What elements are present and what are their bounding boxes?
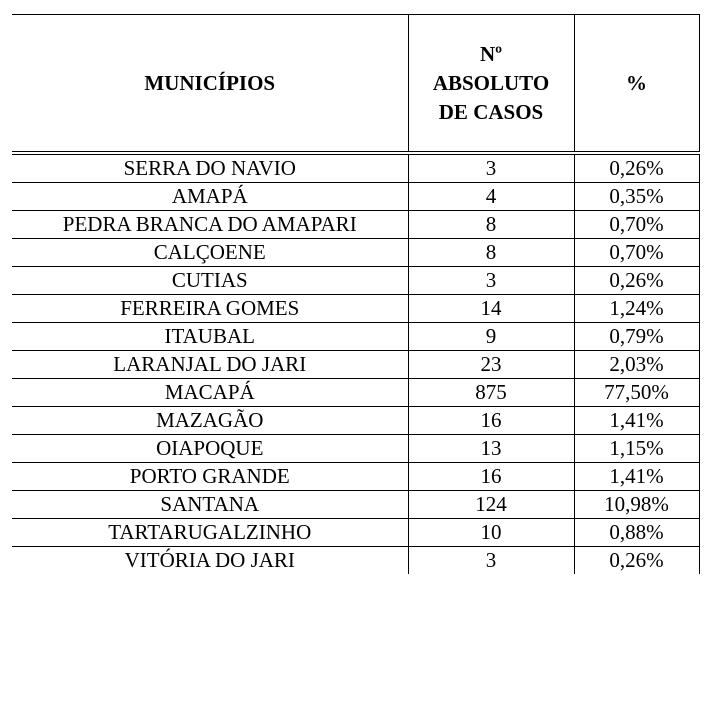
cell-percent: 2,03% [574,351,699,379]
cell-municipio: SERRA DO NAVIO [12,153,408,183]
cell-casos: 875 [408,379,574,407]
table-row [12,407,699,435]
table-row [12,491,699,519]
cell-casos: 8 [408,239,574,267]
table-row [12,211,699,239]
cell-municipio: OIAPOQUE [12,435,408,463]
cell-percent: 1,15% [574,435,699,463]
table-row [12,183,699,211]
table-row [12,351,699,379]
cell-percent: 0,79% [574,323,699,351]
cell-casos: 8 [408,211,574,239]
cell-casos: 14 [408,295,574,323]
cell-casos: 3 [408,153,574,183]
cell-municipio: AMAPÁ [12,183,408,211]
cell-percent: 77,50% [574,379,699,407]
cell-casos: 9 [408,323,574,351]
table-row [12,153,699,183]
cell-municipio: PORTO GRANDE [12,463,408,491]
header-absoluto-line2: ABSOLUTO [432,70,550,95]
cell-casos: 16 [408,407,574,435]
cell-percent: 0,26% [574,547,699,575]
cell-casos: 3 [408,267,574,295]
table-body [12,153,699,574]
cell-casos: 16 [408,463,574,491]
cell-casos: 3 [408,547,574,575]
cell-percent: 0,70% [574,211,699,239]
header-absoluto [408,15,574,154]
cell-casos: 4 [408,183,574,211]
table-row [12,463,699,491]
cell-percent: 0,26% [574,267,699,295]
table-row [12,435,699,463]
cell-percent: 1,41% [574,463,699,491]
header-percent: % [574,15,699,154]
cell-percent: 1,24% [574,295,699,323]
table-row [12,239,699,267]
cell-casos: 23 [408,351,574,379]
cell-municipio: CALÇOENE [12,239,408,267]
cell-percent: 10,98% [574,491,699,519]
cases-table [12,14,700,574]
cell-municipio: MAZAGÃO [12,407,408,435]
cell-casos: 10 [408,519,574,547]
cell-municipio: FERREIRA GOMES [12,295,408,323]
table-row [12,295,699,323]
cell-percent: 1,41% [574,407,699,435]
cell-percent: 0,70% [574,239,699,267]
cell-municipio: MACAPÁ [12,379,408,407]
cell-municipio: VITÓRIA DO JARI [124,548,295,572]
header-absoluto-line3: DE CASOS [438,99,544,124]
cell-percent: 0,26% [574,153,699,183]
cell-casos: 124 [408,491,574,519]
cell-municipio: PEDRA BRANCA DO AMAPARI [12,211,408,239]
table-row [12,379,699,407]
header-absoluto-line1: Nº [479,41,503,66]
cell-municipio: CUTIAS [12,267,408,295]
header-row [12,15,699,154]
cell-municipio: LARANJAL DO JARI [12,351,408,379]
cell-municipio: ITAUBAL [12,323,408,351]
table-row [12,519,699,547]
table-row [12,267,699,295]
table-row [12,323,699,351]
header-municipios: MUNICÍPIOS [12,15,408,154]
cell-municipio: SANTANA [12,491,408,519]
table-header [12,15,699,154]
cell-percent: 0,35% [574,183,699,211]
table-row [12,547,699,575]
cell-percent: 0,88% [574,519,699,547]
cell-municipio: TARTARUGALZINHO [12,519,408,547]
cell-casos: 13 [408,435,574,463]
